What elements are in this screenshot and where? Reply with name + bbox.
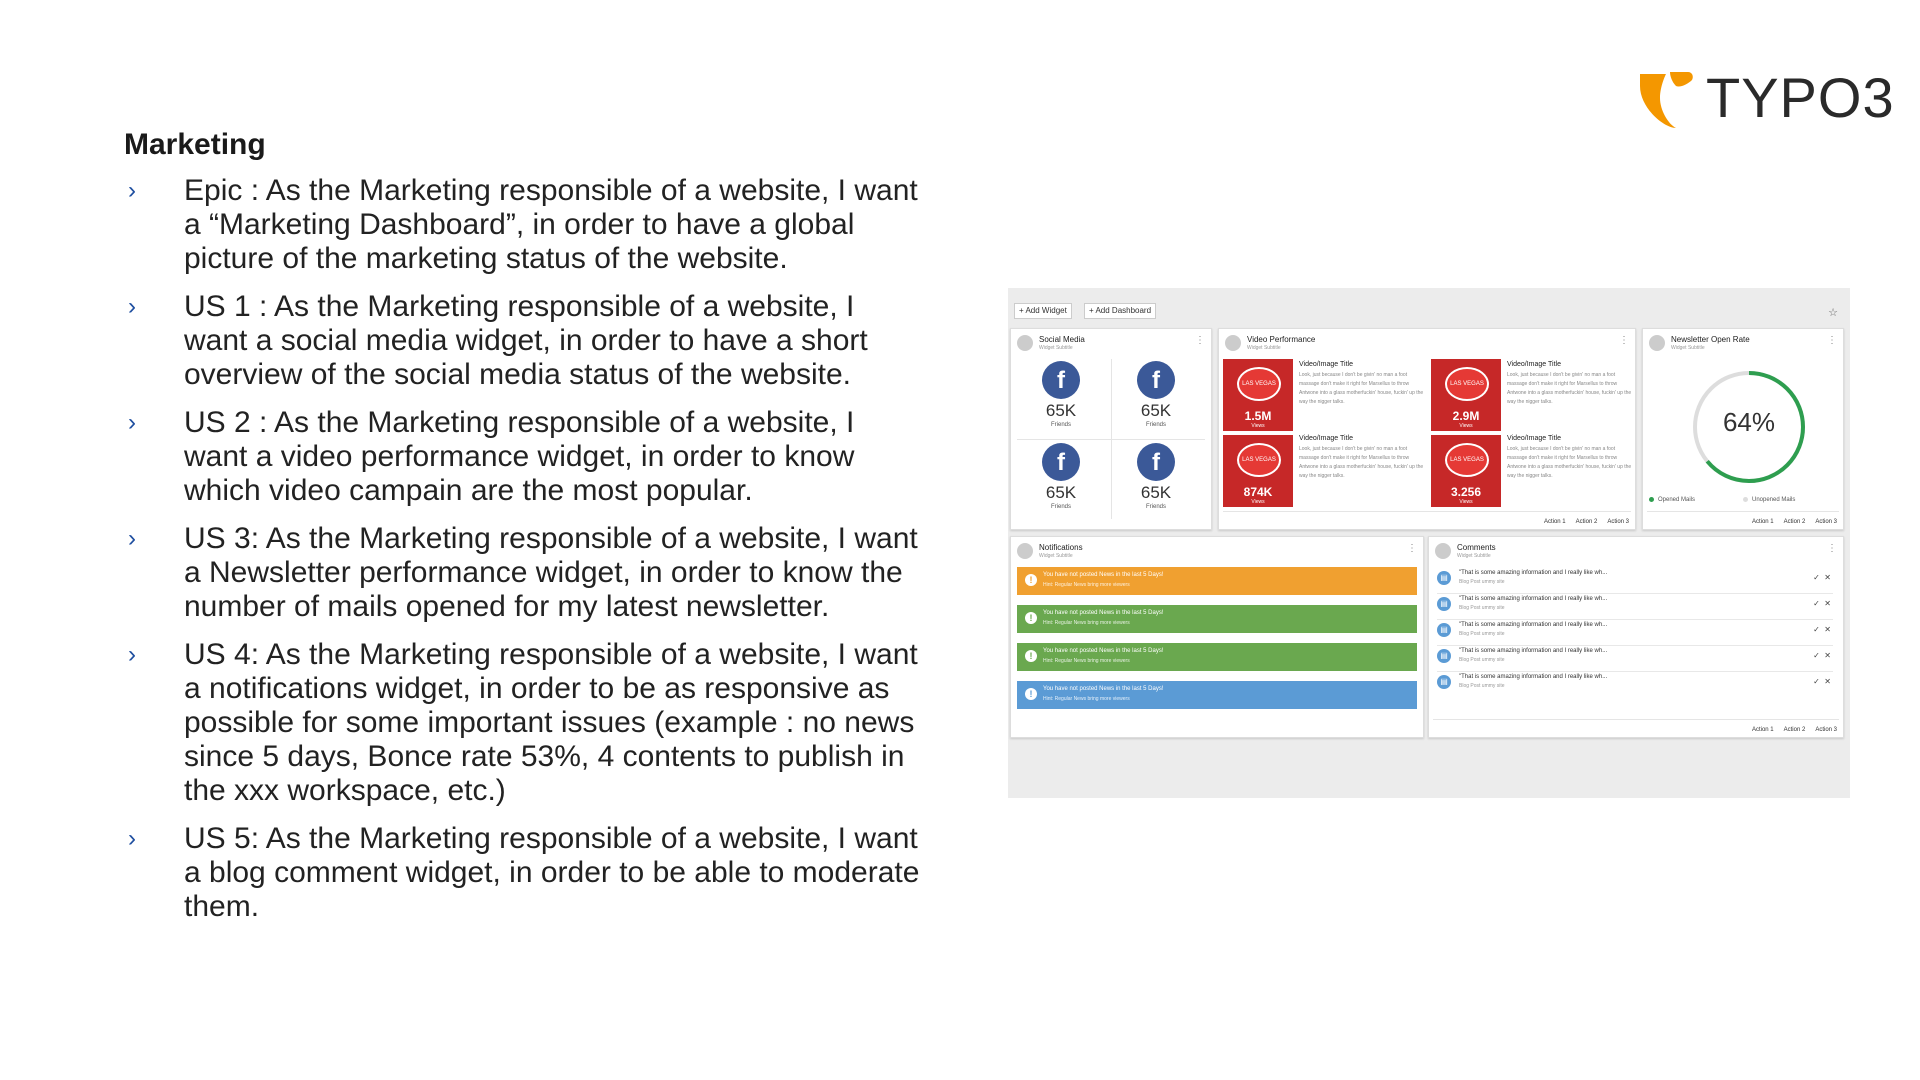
comment-icon: ▤ — [1437, 597, 1451, 611]
facebook-icon: f — [1042, 443, 1080, 481]
comment-text: "That is some amazing information and I really like wh... — [1459, 622, 1608, 628]
video-views-label: Views — [1251, 423, 1265, 429]
reject-icon[interactable]: ✕ — [1824, 599, 1831, 608]
notification-hint: Hint: Regular News bring more viewers — [1043, 620, 1130, 626]
action-1-link[interactable]: Action 1 — [1751, 519, 1774, 525]
kebab-menu-icon[interactable]: ⋮ — [1407, 543, 1417, 554]
action-1-link[interactable]: Action 1 — [1543, 519, 1566, 525]
legend-dot — [1649, 497, 1654, 502]
action-2-link[interactable]: Action 2 — [1783, 519, 1806, 525]
video-views-value: 3.256 — [1450, 485, 1482, 499]
widget-actions — [1742, 727, 1837, 733]
video-title: Video/Image Title — [1507, 435, 1561, 442]
social-label: Friends — [1145, 504, 1166, 510]
comment-icon: ▤ — [1437, 675, 1451, 689]
comment-row — [1437, 645, 1833, 672]
action-1-link[interactable]: Action 1 — [1751, 727, 1774, 733]
notification-title: You have not posted News in the last 5 Days! — [1043, 648, 1164, 654]
chevron-right-icon: › — [128, 641, 136, 668]
widget-actions — [1534, 519, 1629, 525]
legend-dot — [1743, 497, 1748, 502]
widget-actions — [1742, 519, 1837, 525]
social-value: 65K — [1140, 483, 1172, 502]
newsletter-open-rate-widget — [1642, 328, 1844, 530]
video-thumbnail[interactable]: LAS VEGAS 1.5M Views — [1223, 359, 1293, 431]
notification-title: You have not posted News in the last 5 Days! — [1043, 686, 1164, 692]
video-views-value: 1.5M — [1244, 409, 1272, 423]
comment-source: Blog Post ummy site — [1459, 631, 1505, 637]
avatar — [1017, 335, 1033, 351]
user-story-list — [124, 174, 924, 938]
video-title: Video/Image Title — [1299, 435, 1353, 442]
widget-title: Notifications — [1039, 543, 1083, 552]
video-performance-widget — [1218, 328, 1636, 530]
widget-subtitle: Widget Subtitle — [1039, 345, 1073, 351]
user-story-item: › US 1 : As the Marketing responsible of a website, I want a social media widget, in order to have a short overview of the social media status of the website. — [128, 290, 868, 391]
notification-title: You have not posted News in the last 5 Days! — [1043, 610, 1164, 616]
video-title: Video/Image Title — [1507, 361, 1561, 368]
typo3-logo-mark-icon — [1636, 68, 1696, 132]
notification-item[interactable] — [1017, 605, 1417, 633]
action-3-link[interactable]: Action 3 — [1815, 727, 1837, 733]
alert-icon: ! — [1025, 650, 1037, 662]
alert-icon: ! — [1025, 574, 1037, 586]
chevron-right-icon: › — [128, 525, 136, 552]
user-story-item: › US 4: As the Marketing responsible of a website, I want a notifications widget, in order to be as responsive as possible for some important issues (example : no news since 5 days, Bonce rate 53%, 4 contents to publish in the xxx workspace, etc.) — [128, 638, 918, 807]
kebab-menu-icon[interactable]: ⋮ — [1619, 335, 1629, 346]
kebab-menu-icon[interactable]: ⋮ — [1195, 335, 1205, 346]
comment-icon: ▤ — [1437, 571, 1451, 585]
video-description: Look, just because I don't be givin' no man a foot massage don't make it right for Marsellus to throw Antwone into a glass motherfuckin' house, fuckin' up the way the nigger talks. — [1299, 446, 1424, 479]
social-label: Friends — [1050, 422, 1071, 428]
widget-title: Social Media — [1039, 335, 1085, 344]
comment-source: Blog Post ummy site — [1459, 579, 1505, 585]
comment-row — [1437, 671, 1833, 697]
slide-heading: Marketing — [124, 128, 266, 161]
alert-icon: ! — [1025, 688, 1037, 700]
alert-icon: ! — [1025, 612, 1037, 624]
action-2-link[interactable]: Action 2 — [1575, 519, 1598, 525]
comments-widget — [1428, 536, 1844, 738]
user-story-item: › US 2 : As the Marketing responsible of a website, I want a video performance widget, in order to know which video campain are the most popular. — [128, 406, 855, 507]
video-thumbnail[interactable]: LAS VEGAS 3.256 Views — [1431, 435, 1501, 507]
social-media-widget — [1010, 328, 1212, 530]
comment-row — [1437, 619, 1833, 646]
notification-hint: Hint: Regular News bring more viewers — [1043, 582, 1130, 588]
reject-icon[interactable]: ✕ — [1824, 573, 1831, 582]
notification-item[interactable] — [1017, 567, 1417, 595]
widget-title: Comments — [1457, 543, 1496, 552]
reject-icon[interactable]: ✕ — [1824, 677, 1831, 686]
comment-text: "That is some amazing information and I really like wh... — [1459, 674, 1608, 680]
avatar — [1435, 543, 1451, 559]
notification-hint: Hint: Regular News bring more viewers — [1043, 658, 1130, 664]
facebook-icon: f — [1137, 361, 1175, 399]
kebab-menu-icon[interactable]: ⋮ — [1827, 543, 1837, 554]
action-3-link[interactable]: Action 3 — [1607, 519, 1629, 525]
dashboard-mockup — [1008, 288, 1850, 798]
add-widget-button[interactable]: + Add Widget — [1014, 303, 1072, 319]
video-views-label: Views — [1459, 499, 1473, 505]
social-value: 65K — [1140, 401, 1172, 420]
video-views-value: 874K — [1243, 485, 1273, 499]
widget-subtitle: Widget Subtitle — [1247, 345, 1281, 351]
approve-icon[interactable]: ✓ — [1813, 625, 1820, 634]
comment-row — [1437, 567, 1833, 594]
add-dashboard-button[interactable]: + Add Dashboard — [1084, 303, 1156, 319]
action-3-link[interactable]: Action 3 — [1815, 519, 1837, 525]
video-description: Look, just because I don't be givin' no man a foot massage don't make it right for Marsellus to throw Antwone into a glass motherfuckin' house, fuckin' up the way the nigger talks. — [1507, 372, 1632, 405]
user-story-item: › US 5: As the Marketing responsible of a website, I want a blog comment widget, in order to be able to moderate them. — [128, 822, 920, 923]
social-value: 65K — [1045, 483, 1077, 502]
widget-subtitle: Widget Subtitle — [1457, 553, 1491, 559]
notification-title: You have not posted News in the last 5 Days! — [1043, 572, 1164, 578]
notification-hint: Hint: Regular News bring more viewers — [1043, 696, 1130, 702]
kebab-menu-icon[interactable]: ⋮ — [1827, 335, 1837, 346]
video-views-label: Views — [1251, 499, 1265, 505]
video-views-value: 2.9M — [1452, 409, 1480, 423]
social-value: 65K — [1045, 401, 1077, 420]
facebook-icon: f — [1137, 443, 1175, 481]
chevron-right-icon: › — [128, 177, 136, 204]
avatar — [1225, 335, 1241, 351]
approve-icon[interactable]: ✓ — [1813, 651, 1820, 660]
video-thumbnail[interactable]: LAS VEGAS 2.9M Views — [1431, 359, 1501, 431]
notification-item[interactable] — [1017, 643, 1417, 671]
widget-subtitle: Widget Subtitle — [1671, 345, 1705, 351]
notifications-widget — [1010, 536, 1424, 738]
video-title: Video/Image Title — [1299, 361, 1353, 368]
video-description: Look, just because I don't be givin' no man a foot massage don't make it right for Marsellus to throw Antwone into a glass motherfuckin' house, fuckin' up the way the nigger talks. — [1299, 372, 1424, 405]
star-icon[interactable]: ☆ — [1828, 307, 1838, 319]
video-thumbnail[interactable]: LAS VEGAS 874K Views — [1223, 435, 1293, 507]
widget-title: Newsletter Open Rate — [1671, 335, 1750, 344]
logo-wordmark: TYPO3 — [1706, 66, 1895, 129]
avatar — [1017, 543, 1033, 559]
open-rate-value: 64% — [1722, 407, 1776, 437]
chevron-right-icon: › — [128, 293, 136, 320]
comment-text: "That is some amazing information and I really like wh... — [1459, 648, 1608, 654]
user-story-item: › US 3: As the Marketing responsible of a website, I want a Newsletter performance widget, in order to know the number of mails opened for my latest newsletter. — [128, 522, 918, 623]
widget-title: Video Performance — [1247, 335, 1316, 344]
approve-icon[interactable]: ✓ — [1813, 677, 1820, 686]
approve-icon[interactable]: ✓ — [1813, 573, 1820, 582]
reject-icon[interactable]: ✕ — [1824, 651, 1831, 660]
social-label: Friends — [1050, 504, 1071, 510]
comment-source: Blog Post ummy site — [1459, 605, 1505, 611]
comment-icon: ▤ — [1437, 649, 1451, 663]
widget-subtitle: Widget Subtitle — [1039, 553, 1073, 559]
facebook-icon: f — [1042, 361, 1080, 399]
comment-source: Blog Post ummy site — [1459, 683, 1505, 689]
comment-source: Blog Post ummy site — [1459, 657, 1505, 663]
comment-text: "That is some amazing information and I really like wh... — [1459, 570, 1608, 576]
comment-icon: ▤ — [1437, 623, 1451, 637]
comment-text: "That is some amazing information and I really like wh... — [1459, 596, 1608, 602]
approve-icon[interactable]: ✓ — [1813, 599, 1820, 608]
action-2-link[interactable]: Action 2 — [1783, 727, 1806, 733]
comment-row — [1437, 593, 1833, 620]
notification-item[interactable] — [1017, 681, 1417, 709]
user-story-item: › Epic : As the Marketing responsible of a website, I want a “Marketing Dashboard”, in order to have a global picture of the marketing status of the website. — [128, 174, 918, 275]
avatar — [1649, 335, 1665, 351]
typo3-logo — [1636, 66, 1895, 130]
chevron-right-icon: › — [128, 825, 136, 852]
reject-icon[interactable]: ✕ — [1824, 625, 1831, 634]
video-description: Look, just because I don't be givin' no man a foot massage don't make it right for Marsellus to throw Antwone into a glass motherfuckin' house, fuckin' up the way the nigger talks. — [1507, 446, 1632, 479]
video-views-label: Views — [1459, 423, 1473, 429]
legend-unopened: Unopened Mails — [1743, 497, 1795, 503]
chevron-right-icon: › — [128, 409, 136, 436]
legend-opened: Opened Mails — [1649, 497, 1695, 503]
social-label: Friends — [1145, 422, 1166, 428]
